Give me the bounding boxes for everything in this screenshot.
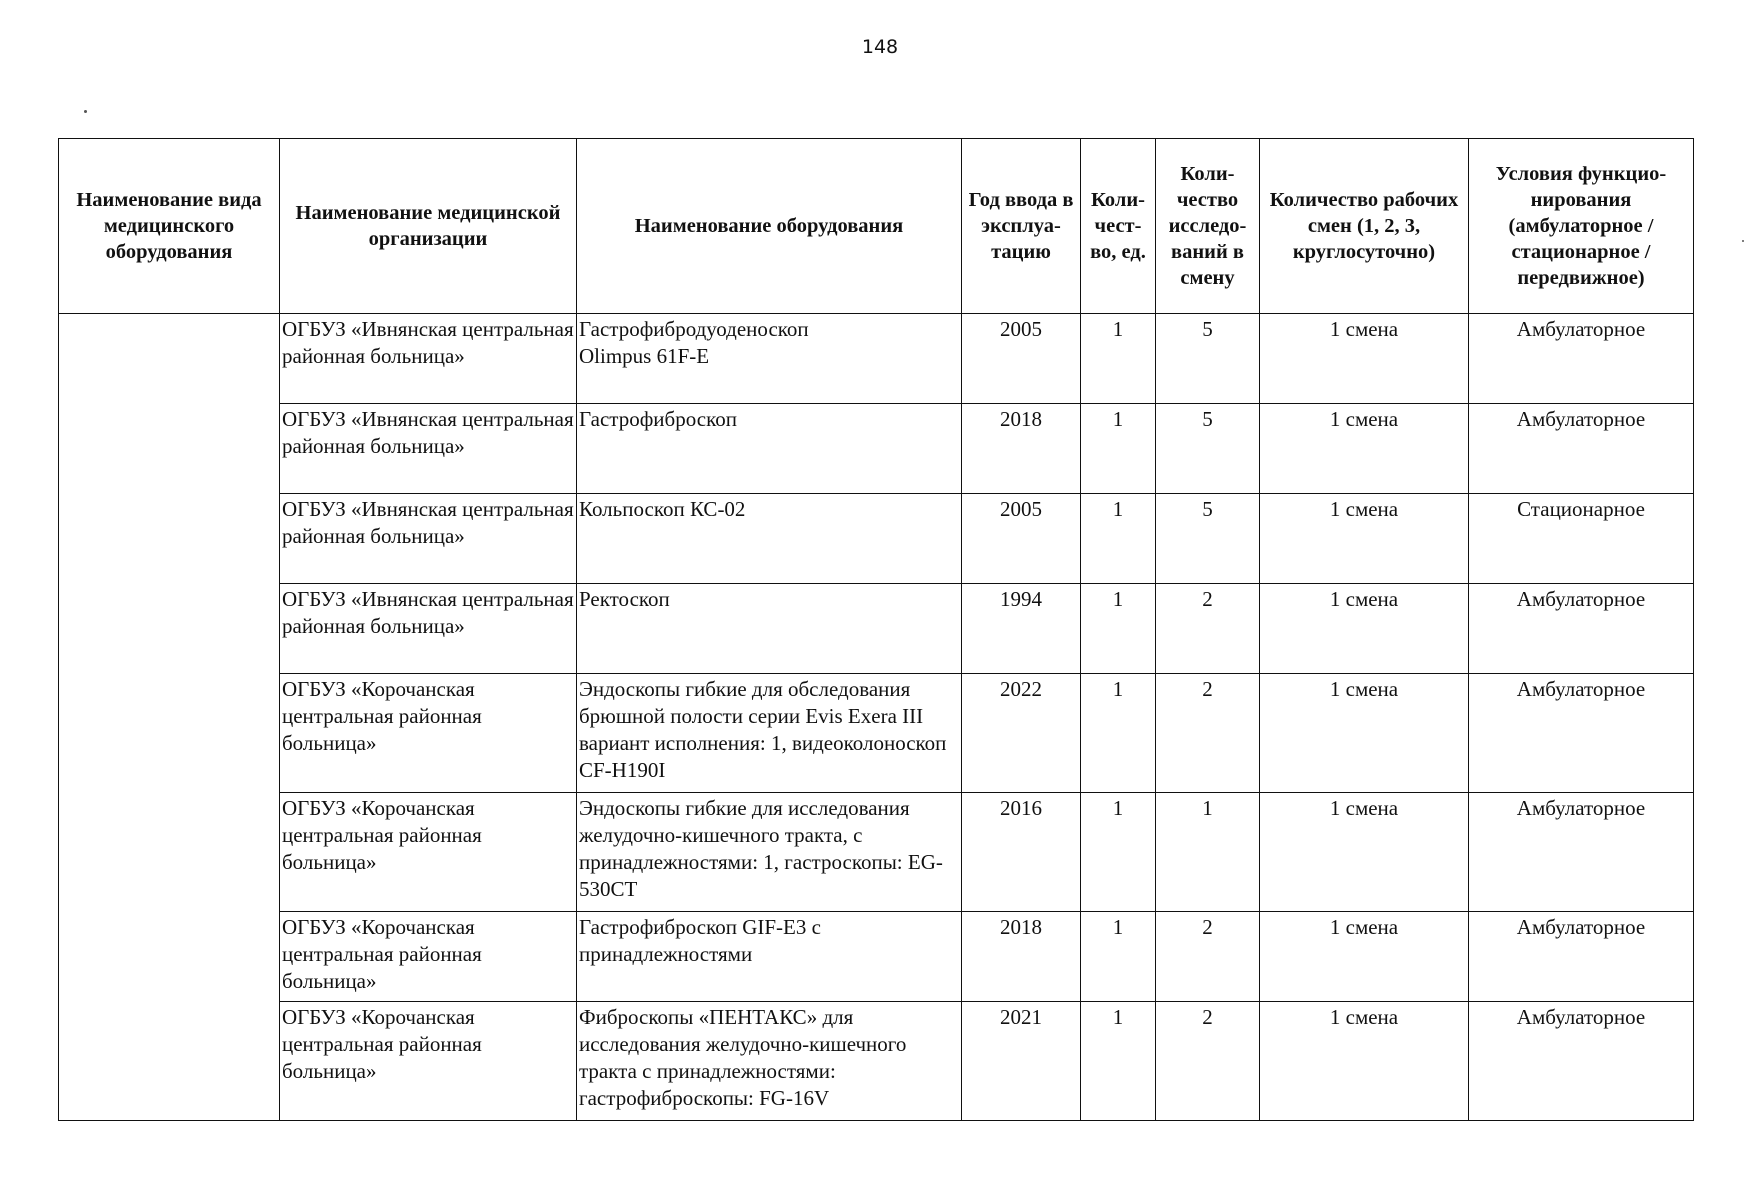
org-cell: ОГБУЗ «Ивнянская центральная районная больница» [280,584,577,674]
org-cell: ОГБУЗ «Ивнянская центральная районная больница» [280,314,577,404]
conditions-cell: Амбулаторное [1469,912,1694,1002]
studies-cell: 2 [1156,584,1260,674]
org-cell: ОГБУЗ «Корочанская центральная районная больница» [280,912,577,1002]
studies-cell: 2 [1156,1002,1260,1121]
table-row [59,1002,1694,1121]
table-row [59,912,1694,1002]
org-cell: ОГБУЗ «Ивнянская центральная районная больница» [280,404,577,494]
shifts-cell: 1 смена [1260,1002,1469,1121]
shifts-cell: 1 смена [1260,494,1469,584]
studies-cell: 2 [1156,912,1260,1002]
equipment-table [58,138,1694,1121]
studies-cell: 5 [1156,494,1260,584]
shifts-cell: 1 смена [1260,793,1469,912]
quantity-cell: 1 [1081,494,1156,584]
header-equipment-type: Наименование вида медицинского оборудования [59,139,280,314]
header-studies-per-shift: Коли-чество исследо-ваний в смену [1156,139,1260,314]
conditions-cell: Стационарное [1469,494,1694,584]
equipment-cell: Кольпоскоп КС-02 [577,494,962,584]
scan-speck [1742,240,1744,242]
studies-cell: 5 [1156,314,1260,404]
conditions-cell: Амбулаторное [1469,793,1694,912]
year-cell: 2016 [962,793,1081,912]
org-cell: ОГБУЗ «Корочанская центральная районная больница» [280,793,577,912]
year-cell: 2018 [962,912,1081,1002]
equipment-cell: Ректоскоп [577,584,962,674]
quantity-cell: 1 [1081,674,1156,793]
table-row [59,793,1694,912]
equipment-cell: Эндоскопы гибкие для обследования брюшной полости серии Evis Exera III вариант исполнения: 1, видеоколоноскоп CF-H190I [577,674,962,793]
conditions-cell: Амбулаторное [1469,404,1694,494]
shifts-cell: 1 смена [1260,404,1469,494]
year-cell: 2005 [962,314,1081,404]
quantity-cell: 1 [1081,584,1156,674]
studies-cell: 1 [1156,793,1260,912]
shifts-cell: 1 смена [1260,912,1469,1002]
equipment-cell: Гастрофиброскоп GIF-E3 с принадлежностями [577,912,962,1002]
conditions-cell: Амбулаторное [1469,584,1694,674]
conditions-cell: Амбулаторное [1469,314,1694,404]
table-row [59,584,1694,674]
studies-cell: 5 [1156,404,1260,494]
quantity-cell: 1 [1081,912,1156,1002]
org-cell: ОГБУЗ «Корочанская центральная районная больница» [280,1002,577,1121]
studies-cell: 2 [1156,674,1260,793]
equipment-cell: Гастрофибродуоденоскоп Olimpus 61F-E [577,314,962,404]
shifts-cell: 1 смена [1260,584,1469,674]
header-equipment-name: Наименование оборудования [577,139,962,314]
quantity-cell: 1 [1081,314,1156,404]
header-shifts: Количество рабочих смен (1, 2, 3, круглосуточно) [1260,139,1469,314]
equipment-cell: Фиброскопы «ПЕНТАКС» для исследования желудочно-кишечного тракта с принадлежностями: гастрофиброскопы: FG-16V [577,1002,962,1121]
equipment-cell: Гастрофиброскоп [577,404,962,494]
quantity-cell: 1 [1081,404,1156,494]
table-row [59,404,1694,494]
year-cell: 2005 [962,494,1081,584]
org-cell: ОГБУЗ «Корочанская центральная районная больница» [280,674,577,793]
year-cell: 2022 [962,674,1081,793]
equipment-type-cell [59,314,280,1121]
header-organization: Наименование медицинской организации [280,139,577,314]
header-quantity: Коли-чест-во, ед. [1081,139,1156,314]
quantity-cell: 1 [1081,1002,1156,1121]
header-conditions: Условия функцио-нирования (амбулаторное / стационарное / передвижное) [1469,139,1694,314]
year-cell: 2021 [962,1002,1081,1121]
org-cell: ОГБУЗ «Ивнянская центральная районная больница» [280,494,577,584]
quantity-cell: 1 [1081,793,1156,912]
table-row [59,674,1694,793]
page-number: 148 [861,36,899,58]
shifts-cell: 1 смена [1260,314,1469,404]
conditions-cell: Амбулаторное [1469,1002,1694,1121]
equipment-cell: Эндоскопы гибкие для исследования желудочно-кишечного тракта, с принадлежностями: 1, гастроскопы: EG-530CT [577,793,962,912]
shifts-cell: 1 смена [1260,674,1469,793]
header-row [59,139,1694,314]
scan-speck [84,110,87,113]
conditions-cell: Амбулаторное [1469,674,1694,793]
table-row [59,494,1694,584]
table-row [59,314,1694,404]
year-cell: 2018 [962,404,1081,494]
year-cell: 1994 [962,584,1081,674]
header-year: Год ввода в эксплуа-тацию [962,139,1081,314]
